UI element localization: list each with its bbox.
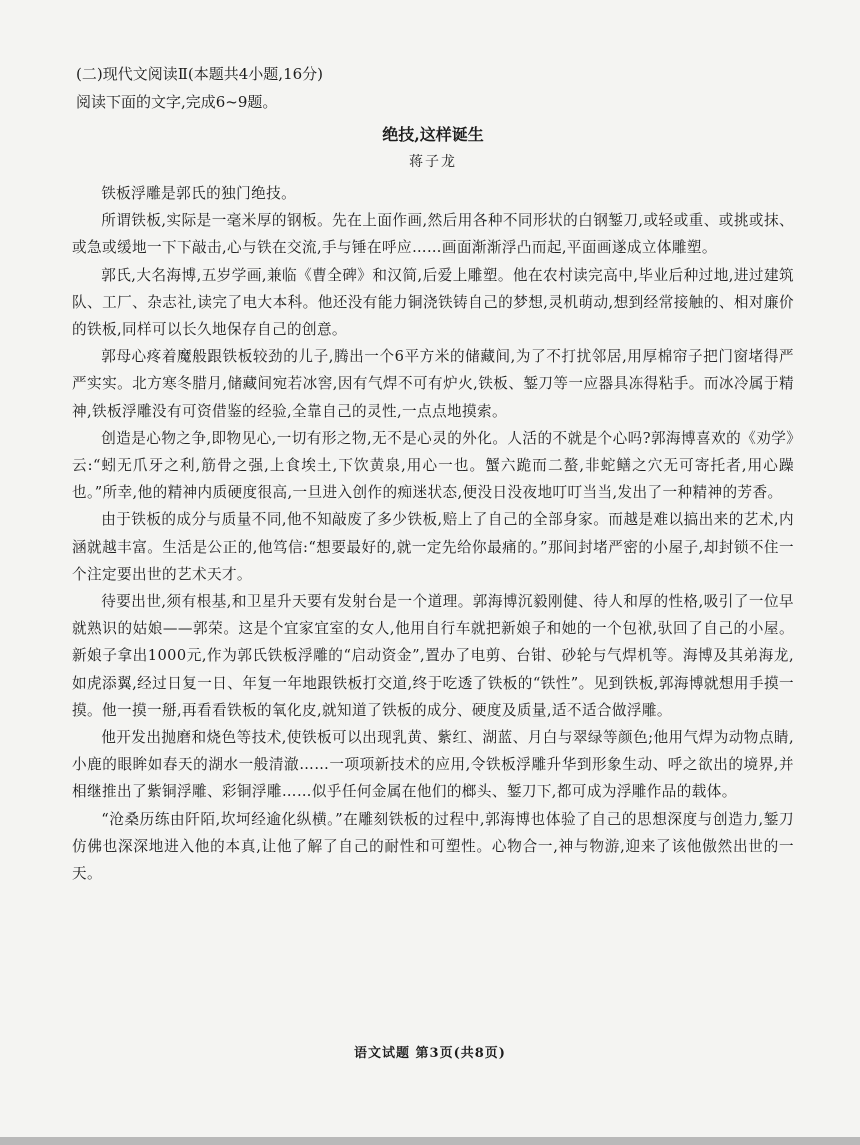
paragraph-6: 由于铁板的成分与质量不同,他不知敲废了多少铁板,赔上了自己的全部身家。而越是难以搞出来的艺术,内涵就越丰富。生活是公正的,他笃信:“想要最好的,就一定先给你最痛的。”那间封堵严密的小屋子,却封锁不住一个注定要出世的艺术天才。 — [72, 511, 794, 583]
paragraph-5: 创造是心物之争,即物见心,一切有形之物,无不是心灵的外化。人活的不就是个心吗?郭海博喜欢的《劝学》云:“蚓无爪牙之利,筋骨之强,上食埃土,下饮黄泉,用心一也。蟹六跪而二螯,非蛇鳝之穴无可寄托者,用心躁也。”所幸,他的精神内质硬度很高,一旦进入创作的痴迷状态,便没日没夜地叮叮当当,发出了一种精神的芳香。 — [72, 429, 794, 502]
paragraph-3: 郭氏,大名海博,五岁学画,兼临《曹全碑》和汉简,后爱上雕塑。他在农村读完高中,毕业后种过地,进过建筑队、工厂、杂志社,读完了电大本科。他还没有能力铜浇铁铸自己的梦想,灵机萌动,想到经常接触的、相对廉价的铁板,同样可以长久地保存自己的创意。 — [72, 266, 794, 339]
paragraph-9: “沧桑历练由阡陌,坎坷经逾化纵横。”在雕刻铁板的过程中,郭海博也体验了自己的思想深度与创造力,錾刀仿佛也深深地进入他的本真,让他了解了自己的耐性和可塑性。心物合一,神与物游,迎来了该他傲然出世的一天。 — [72, 810, 794, 883]
paragraph-4: 郭母心疼着魔般跟铁板较劲的儿子,腾出一个6平方米的储藏间,为了不打扰邻居,用厚棉帘子把门窗堵得严严实实。北方寒冬腊月,储藏间宛若冰窖,因有气焊不可有炉火,铁板、錾刀等一应器具冻得粘手。而冰冷属于精神,铁板浮雕没有可资借鉴的经验,全靠自己的灵性,一点点地摸索。 — [72, 348, 794, 420]
page-footer: 语文试题 第3页(共8页) — [354, 1046, 506, 1061]
paragraph-8: 他开发出抛磨和烧色等技术,使铁板可以出现乳黄、紫红、湖蓝、月白与翠绿等颜色;他用气焊为动物点睛,小鹿的眼眸如春天的湖水一般清澈……一项项新技术的应用,令铁板浮雕升华到形象生动、呼之欲出的境界,并相继推出了紫铜浮雕、彩铜浮雕……似乎任何金属在他们的榔头、錾刀下,都可成为浮雕作品的载体。 — [72, 729, 794, 801]
reading-instruction: 阅读下面的文字,完成6~9题。 — [76, 93, 278, 111]
article-title: 绝技,这样诞生 — [382, 125, 484, 144]
section-header: (二)现代文阅读Ⅱ(本题共4小题,16分) — [76, 65, 324, 83]
article-author: 蒋子龙 — [409, 154, 457, 170]
paragraph-7: 待要出世,须有根基,和卫星升天要有发射台是一个道理。郭海博沉毅刚健、待人和厚的性格,吸引了一位早就熟识的姑娘——郭荣。这是个宜家宜室的女人,他用自行车就把新娘子和她的一个包袱,驮回了自己的小屋。新娘子拿出1000元,作为郭氏铁板浮雕的“启动资金”,置办了电剪、台钳、砂轮与气焊机等。海博及其弟海龙,如虎添翼,经过日复一日、年复一年地跟铁板打交道,终于吃透了铁板的“铁性”。见到铁板,郭海博就想用手摸一摸。他一摸一掰,再看看铁板的氧化皮,就知道了铁板的成分、硬度及质量,适不适合做浮雕。 — [72, 593, 794, 719]
scan-edge-strip — [0, 1137, 860, 1145]
paragraph-1: 铁板浮雕是郭氏的独门绝技。 — [101, 185, 297, 202]
paragraph-2: 所谓铁板,实际是一毫米厚的钢板。先在上面作画,然后用各种不同形状的白钢錾刀,或轻或重、或挑或抹、或急或缓地一下下敲击,心与铁在交流,手与锤在呼应……画面渐渐浮凸而起,平面画遂成立体雕塑。 — [72, 212, 794, 257]
